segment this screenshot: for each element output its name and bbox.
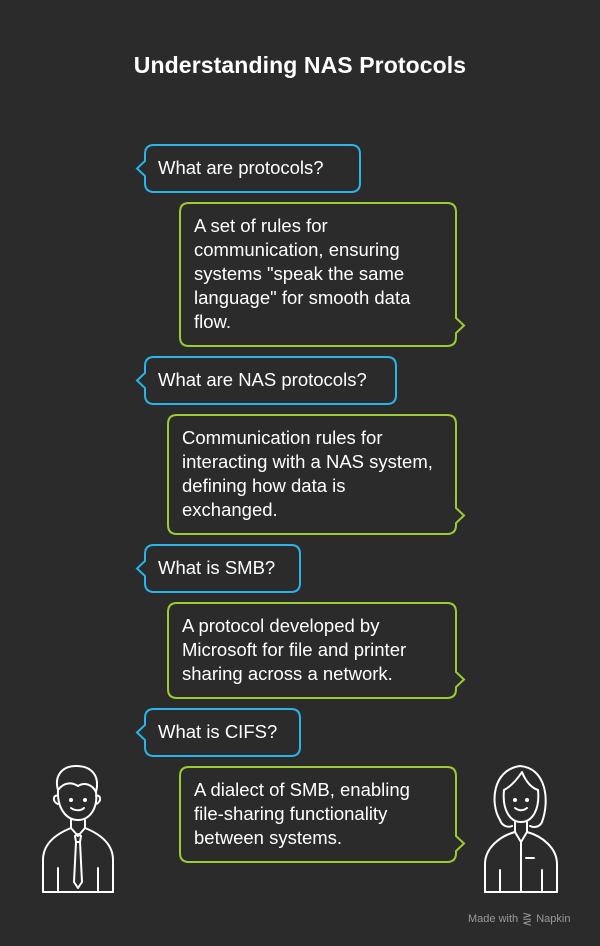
footer-prefix: Made with [468,913,519,925]
answer-text: A set of rules for communication, ensuring systems "speak the same language" for smooth data flow. [194,215,411,332]
footer-brand: Napkin [536,913,571,925]
answer-text: Communication rules for interacting with a NAS system, defining how data is exchanged. [182,427,433,520]
question-text: What is SMB? [158,557,276,578]
question-text: What is CIFS? [158,721,278,742]
question-text: What are protocols? [158,157,324,178]
napkin-logo-icon: ⋛ [522,912,533,926]
footer-credit [468,912,570,926]
page-title: Understanding NAS Protocols [133,52,467,78]
man-with-tie-icon [38,760,118,900]
answer-text: A dialect of SMB, enabling file-sharing functionality between systems. [194,779,410,848]
woman-icon [480,760,560,900]
question-text: What are NAS protocols? [158,369,367,390]
answer-text: A protocol developed by Microsoft for file and printer sharing across a network. [182,615,407,684]
